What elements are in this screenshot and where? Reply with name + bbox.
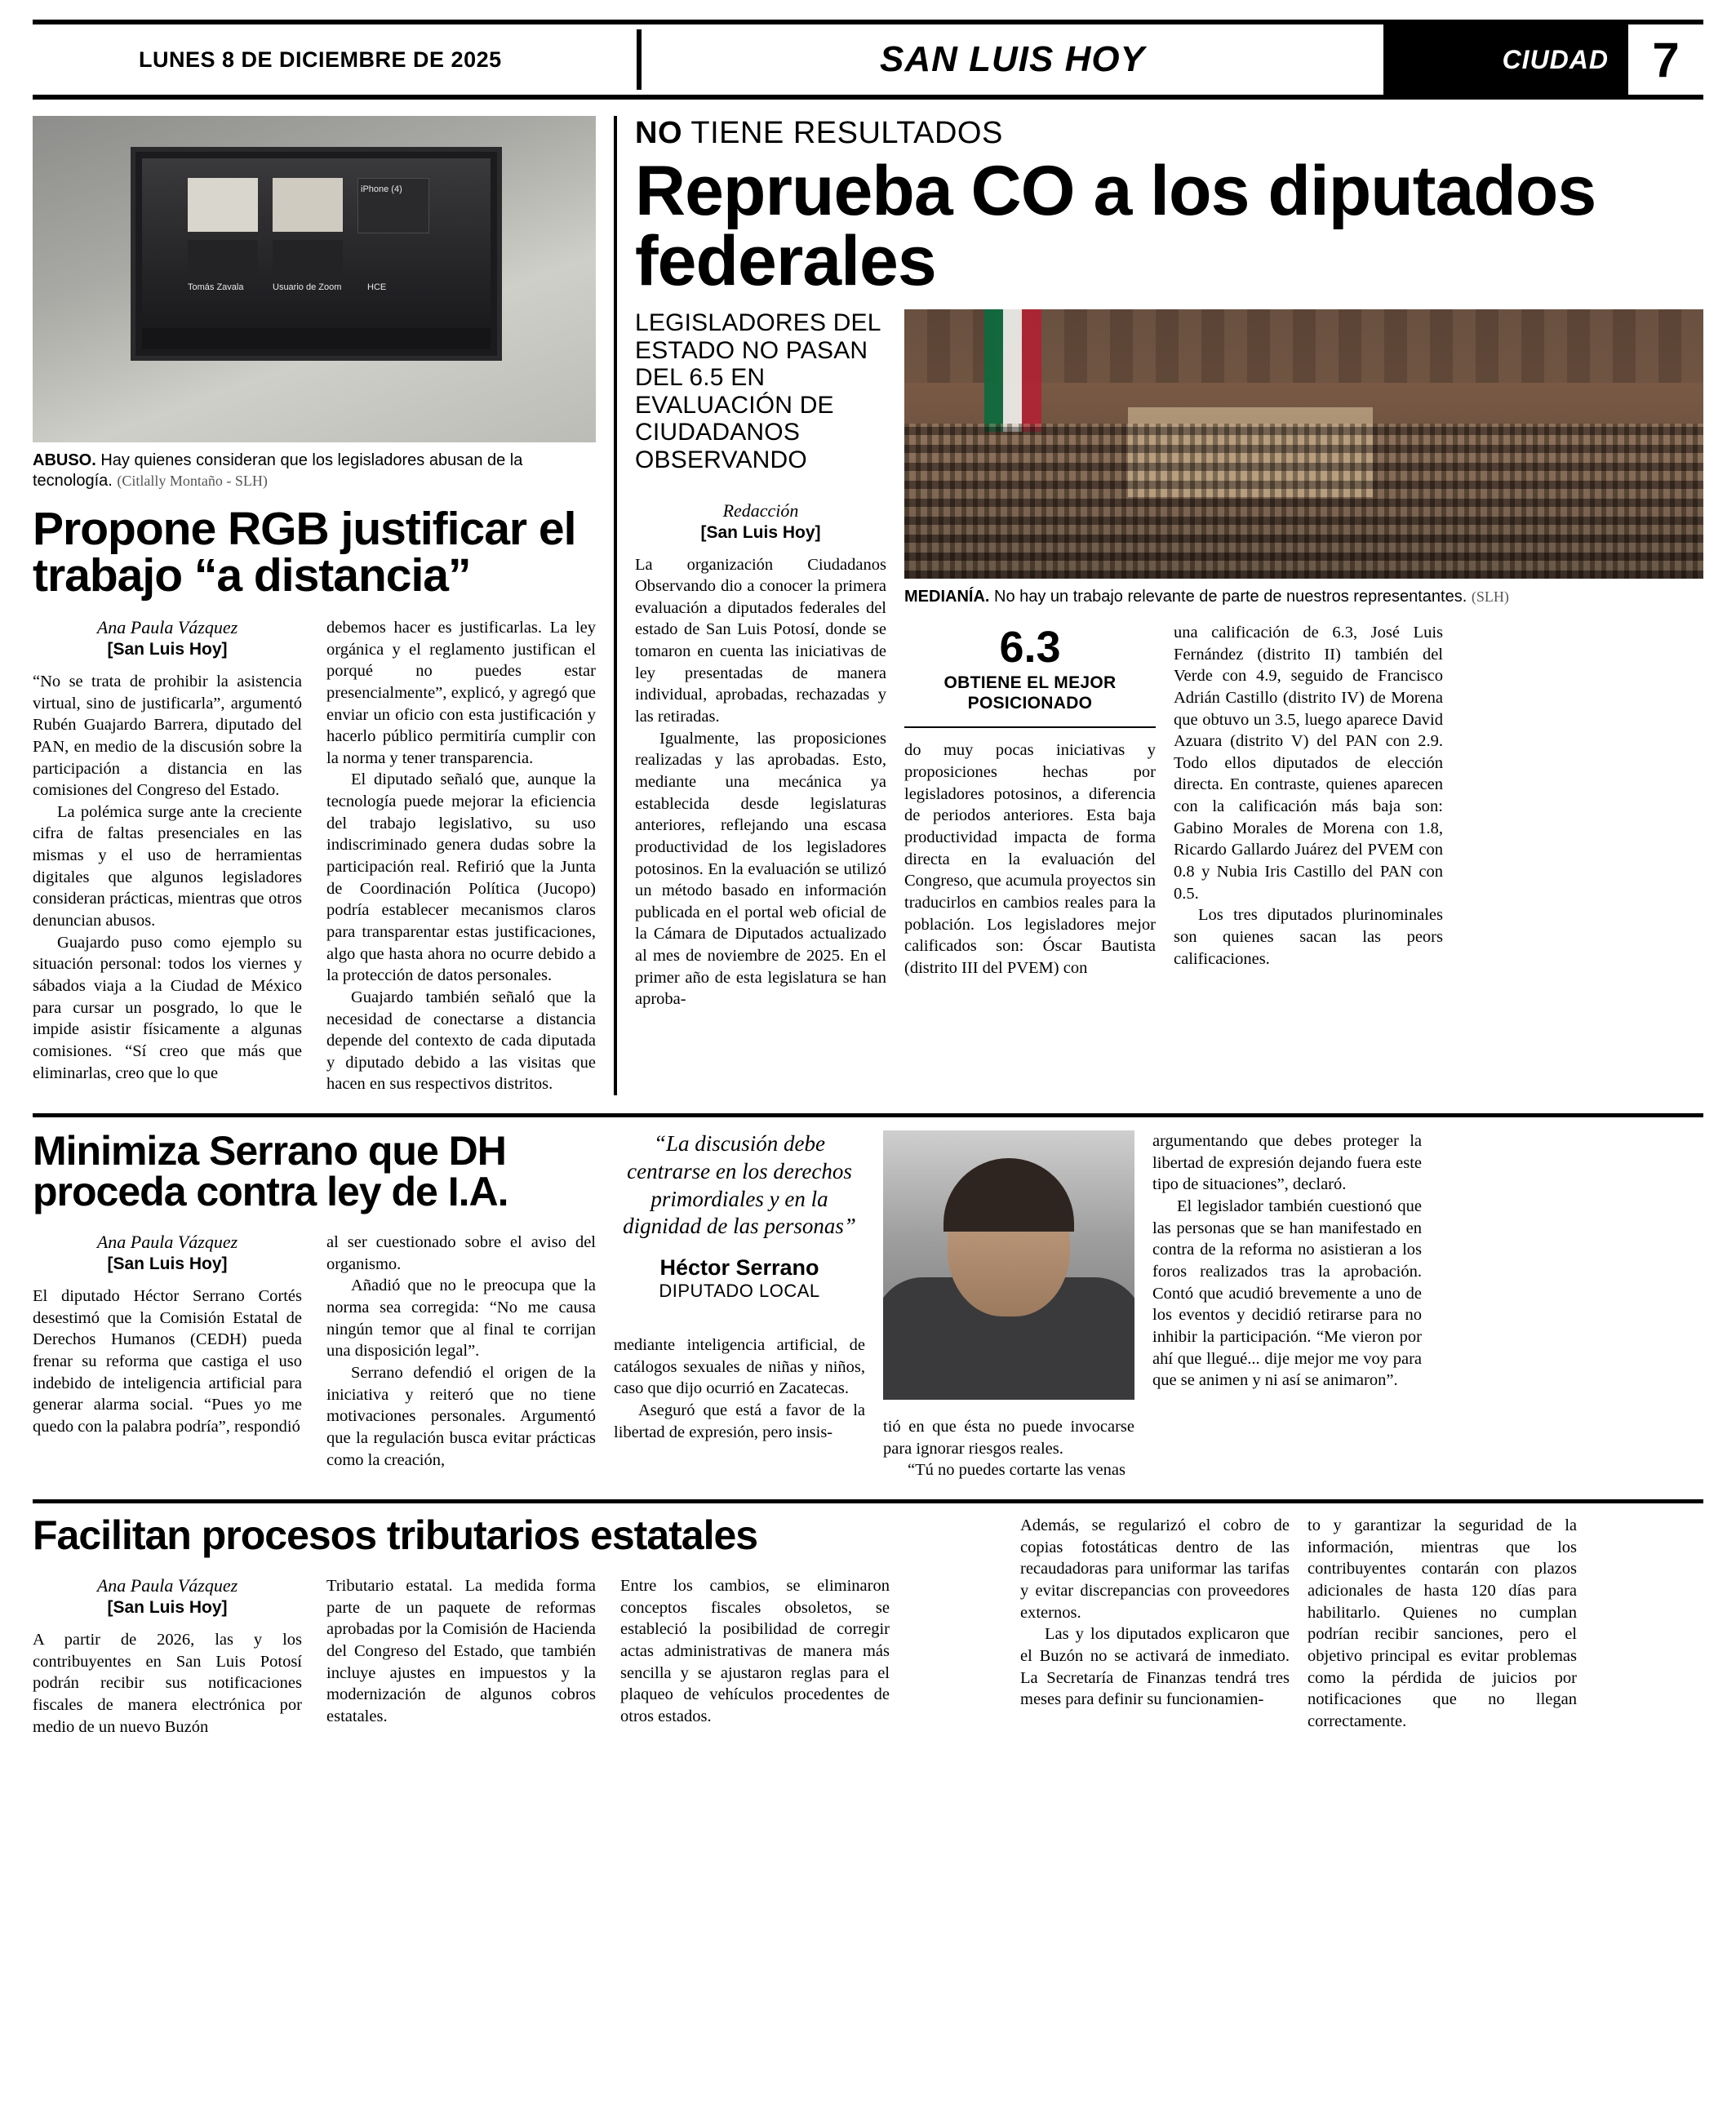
participant-name-4: iPhone (4) — [361, 184, 402, 194]
byline-author-co: Redacción — [722, 500, 799, 521]
tv-screen — [142, 158, 491, 349]
score-divider — [904, 726, 1156, 728]
headline-serrano: Minimiza Serrano que DH proceda contra ley de I.A. — [33, 1128, 508, 1215]
paragraph: Tributario estatal. La medida forma parte de un paquete de reformas aprobadas por la Comisión de Hacienda del Congreso del Estado, que también incluye ajustes en impuestos y la modernización de algunos cobros estatales. — [326, 1577, 596, 1725]
co-column-2 — [904, 739, 1156, 979]
mexican-flag-icon — [984, 309, 1041, 432]
paragraph: El legislador también cuestionó que las personas que se han manifestado en contra de la reforma no asistieran a los foros realizados tras la aprobación. Contó que acudió brevemente a uno de los eventos y decidió retirarse para no inhibir la participación. “Me vieron por ahí que llegué... dije mejor me voy para que se animen y ni así se animaron”. — [1152, 1197, 1422, 1390]
caption-text: No hay un trabajo relevante de parte de nuestros representantes. — [989, 588, 1467, 606]
paragraph: Además, se regularizó el cobro de copias fotostáticas dentro de las recaudadoras para uniformar las tarifas y evitar discrepancias con proveedores externos. — [1020, 1516, 1290, 1622]
paragraph: El diputado señaló que, aunque la tecnología puede mejorar la eficiencia del trabajo legislativo, su uso indiscriminado genera dudas sobre la participación real. Refirió que la Junta de Coordinación Política (Jucopo) podría establecer mecanismos claros para transparentar estas justificaciones, algo que hasta ahora no ocurre debido a la protección de datos personales. — [326, 770, 596, 985]
paragraph: “Tú no puedes cortarte las venas — [908, 1461, 1126, 1480]
co-deck-column — [635, 309, 904, 1010]
serrano-column-5 — [1152, 1130, 1422, 1481]
byline-author-tributarios: Ana Paula Vázquez — [96, 1575, 238, 1596]
paragraph: Añadió que no le preocupa que la norma sea corregida: “No me causa ningún temor que al final te corrijan una disposición legal”. — [326, 1276, 596, 1361]
masthead-date: LUNES 8 DE DICIEMBRE DE 2025 — [139, 47, 502, 72]
serrano-column-1 — [33, 1232, 302, 1471]
rgb-column-1 — [33, 617, 302, 1095]
article-co — [635, 116, 1703, 1095]
article-rgb — [33, 116, 596, 1095]
paragraph: La polémica surge ante la creciente cifra de faltas presenciales en las mismas y el uso de herramientas digitales que algunos legisladores consideran prácticas, mientras que otros denuncian abusos. — [33, 802, 302, 930]
section-divider-serrano — [33, 1113, 1703, 1117]
paragraph: do muy pocas iniciativas y proposiciones hechas por legisladores potosinos, a diferencia de periodos anteriores. Esta baja productividad impacta de forma directa en la evaluación del Congreso, que acumula proyectos sin traducirlos en cambios reales para la población. Los legisladores mejor calificados son: Óscar Bautista (distrito III del PVEM) con — [904, 741, 1156, 977]
tributarios-column-4 — [1020, 1515, 1308, 1738]
paragraph: argumentando que debes proteger la libertad de expresión dejando fuera este tipo de situaciones”, declaró. — [1152, 1132, 1422, 1194]
video-tile-2 — [273, 178, 343, 232]
photo-seats — [904, 424, 1703, 579]
caption-text: Hay quienes consideran que los legisladores abusan de la tecnología. — [33, 451, 523, 490]
paragraph: El diputado Héctor Serrano Cortés desestimó que la Comisión Estatal de Derechos Humanos (CEDH) pueda frenar su reforma que castiga el uso indebido de inteligencia artificial para generar alarma social. “Pues yo me quedo con la palabra podría”, respondió — [33, 1287, 302, 1436]
serrano-column-2 — [326, 1232, 596, 1471]
co-column-3 — [1174, 622, 1443, 979]
paragraph: A partir de 2026, las y los contribuyentes en San Luis Potosí podrán recibir sus notificaciones fiscales de manera electrónica por medio de un nuevo Buzón — [33, 1631, 302, 1736]
paragraph: una calificación de 6.3, José Luis Fernández (distrito II) también del Verde con 4.9, seguido de Francisco Adrián Castillo (distrito IV) de Morena que obtuvo un 3.5, luego aparece David Azuara (distrito V) del PAN con 2.9. Todo ellos diputados de elección directa. En contraste, quienes aparecen con la calificación más baja son: Gabino Morales de Morena con 1.8, Ricardo Gallardo Juárez del PVEM con 0.8 y Nubia Iris Castillo del PAN con 0.5. — [1174, 624, 1443, 903]
paragraph: Igualmente, las proposiciones realizadas y las aprobadas. Esto, mediante una mecánica ya establecida desde legislaturas anteriores, reflejando una escasa productividad de los legisladores potosinos. En la evaluación se utilizó un método basado en información publicada en el portal web oficial de la Cámara de Diputados actualizado al mes de noviembre de 2025. En el primer año de esta legislatura se han aproba- — [635, 729, 886, 1009]
pullquote-text: “La discusión debe centrarse en los derechos primordiales y en la dignidad de las personas” — [623, 1131, 856, 1239]
paragraph: Guajardo puso como ejemplo su situación personal: todos los viernes y sábados viaja a la Ciudad de México para cursar un posgrado, lo que le impide asistir físicamente a algunas comisiones. “Sí creo que más que eliminarlas, creo que lo que — [33, 933, 302, 1082]
deck-co: LEGISLADORES DEL ESTADO NO PASAN DEL 6.5 EN EVALUACIÓN DE CIUDADANOS OBSERVANDO — [635, 309, 881, 473]
participant-name-2: Usuario de Zoom — [273, 282, 342, 292]
masthead-title: SAN LUIS HOY — [880, 39, 1145, 79]
paragraph: Guajardo también señaló que la necesidad de conectarse a distancia depende del contexto de cada diputada y diputado debido a las visitas que hacen en sus respectivos distritos. — [326, 988, 596, 1094]
tributarios-column-5 — [1308, 1515, 1577, 1738]
top-section — [33, 116, 1703, 1095]
paragraph: Los tres diputados plurinominales son quienes sacan las peors calificaciones. — [1174, 906, 1443, 968]
paragraph: Aseguró que está a favor de la libertad de expresión, pero insis- — [614, 1401, 865, 1441]
tributarios-column-1 — [33, 1575, 302, 1738]
co-column-1 — [635, 554, 886, 1010]
photo-caption-co — [904, 587, 1703, 607]
caption-credit: (SLH) — [1471, 588, 1509, 605]
kicker-co — [635, 116, 1703, 151]
caption-lead: MEDIANÍA. — [904, 588, 990, 606]
masthead — [33, 20, 1703, 100]
serrano-column-3 — [614, 1334, 865, 1443]
video-tile-5 — [273, 240, 343, 279]
photo-caption-rgb — [33, 451, 596, 491]
score-label: OBTIENE EL MEJOR POSICIONADO — [943, 673, 1117, 713]
paragraph: mediante inteligencia artificial, de catálogos sexuales de niñas y niños, caso que dijo ocurrió en Zacatecas. — [614, 1336, 865, 1398]
tributarios-column-2 — [326, 1575, 596, 1738]
serrano-column-4 — [883, 1416, 1134, 1481]
paragraph: al ser cuestionado sobre el aviso del organismo. — [326, 1233, 596, 1273]
portrait-hair — [943, 1158, 1074, 1232]
paragraph: Entre los cambios, se eliminaron conceptos fiscales obsoletos, se estableció la posibilidad de corregir actas administrativas de manera más sencilla y se ajustaron reglas para el plaqueo de vehículos procedentes de otros estados. — [620, 1577, 890, 1725]
serrano-left — [33, 1130, 596, 1481]
byline-source-serrano: [San Luis Hoy] — [107, 1254, 228, 1274]
paragraph: Las y los diputados explicaron que el Buzón no se activará de inmediato. La Secretaría de Finanzas tendrá tres meses para definir su funcionamien- — [1020, 1625, 1290, 1709]
co-score-column — [904, 622, 1174, 979]
article-serrano — [33, 1113, 1703, 1481]
headline-rgb: Propone RGB justificar el trabajo “a distancia” — [33, 503, 576, 602]
headline-co: Reprueba CO a los diputados federales — [635, 152, 1596, 300]
byline-source-rgb: [San Luis Hoy] — [107, 640, 228, 659]
section-divider-tributarios — [33, 1499, 1703, 1503]
pullquote-author: Héctor Serrano — [659, 1255, 819, 1281]
photo-congress-plenary — [904, 309, 1703, 579]
rgb-column-2 — [326, 617, 596, 1095]
photo-meeting-screen — [33, 116, 596, 442]
paragraph: to y garantizar la seguridad de la información, mientras que los contribuyentes contarán con plazos adicionales de hasta 120 días para habilitarlo. Quienes no cumplan podrían recibir sanciones, pero el objetivo principal es evitar problemas como la pérdida de juicios por notificaciones que no llegan correctamente. — [1308, 1516, 1577, 1730]
byline-source-co: [San Luis Hoy] — [700, 522, 821, 542]
serrano-quote-column — [614, 1130, 883, 1481]
byline-author-serrano: Ana Paula Vázquez — [96, 1232, 238, 1253]
masthead-page-number: 7 — [1652, 32, 1680, 87]
kicker-bold: NO — [635, 116, 682, 150]
masthead-section: CIUDAD — [1383, 24, 1628, 95]
participant-name-1: Tomás Zavala — [188, 282, 244, 292]
caption-credit: (Citlally Montaño - SLH) — [117, 473, 268, 489]
paragraph: Serrano defendió el origen de la iniciativa y reiteró que no tiene motivaciones personales. Argumentó que la regulación busca evitar prácticas como la creación, — [326, 1363, 596, 1469]
tv-display-icon — [131, 147, 502, 361]
byline-source-tributarios: [San Luis Hoy] — [107, 1598, 228, 1618]
video-toolbar — [142, 328, 491, 349]
tributarios-column-3 — [620, 1575, 890, 1738]
video-tile-4 — [188, 240, 258, 279]
vertical-divider — [614, 116, 617, 1095]
paragraph: tió en que ésta no puede invocarse para ignorar riesgos reales. — [883, 1418, 1134, 1458]
pullquote-role: DIPUTADO LOCAL — [659, 1281, 820, 1302]
byline-author-rgb: Ana Paula Vázquez — [96, 617, 238, 637]
tributarios-left — [33, 1512, 1020, 1738]
headline-tributarios: Facilitan procesos tributarios estatales — [33, 1512, 758, 1559]
paragraph: “No se trata de prohibir la asistencia virtual, sino de justificarla”, argumentó Rubén Guajardo Barrera, diputado del PAN, en medio de la discusión sobre la participación a distancia en las comisiones del Congreso del Estado. — [33, 673, 302, 800]
co-photo-column — [904, 309, 1703, 1010]
caption-lead: ABUSO. — [33, 451, 96, 469]
photo-portrait-serrano — [883, 1130, 1134, 1400]
paragraph: La organización Ciudadanos Observando dio a conocer la primera evaluación a diputados federales del estado de San Luis Potosí, donde se tomaron en cuenta las iniciativas de ley presentadas de manera individual, aprobadas, rechazadas y las retiradas. — [635, 555, 886, 726]
article-tributarios — [33, 1499, 1703, 1738]
paragraph: debemos hacer es justificarlas. La ley orgánica y el reglamento justifican el porqué no puedes estar presencialmente”, explicó, y agregó que enviar un oficio con esta justificación y hacerlo público permitiría cumplir con la norma y tener transparencia. — [326, 619, 596, 767]
kicker-rest: TIENE RESULTADOS — [682, 116, 1003, 150]
newspaper-page — [0, 20, 1736, 2109]
video-tile-1 — [188, 178, 258, 232]
serrano-portrait-column — [883, 1130, 1152, 1481]
participant-name-3: HCE — [367, 282, 387, 292]
score-value: 6.3 — [999, 623, 1061, 672]
